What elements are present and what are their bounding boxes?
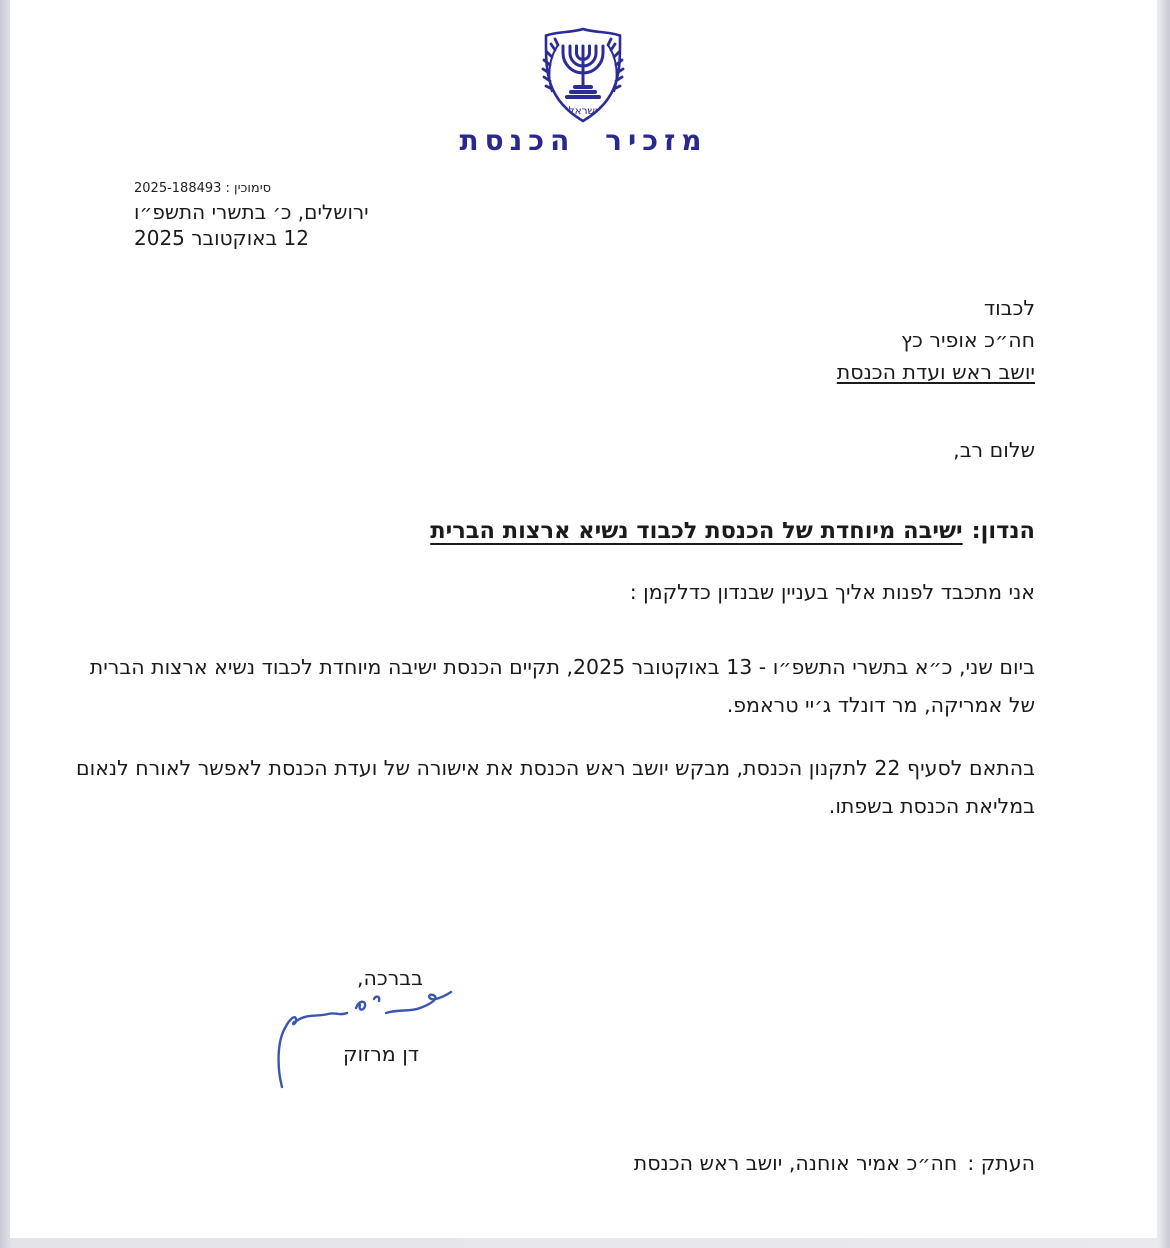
paragraph-1 xyxy=(90,648,1035,724)
signatory-name: דן מרזוק xyxy=(342,1042,419,1066)
addressee-name: חה״כ אופיר כץ xyxy=(900,328,1035,352)
reference-number: סימוכין : 2025-188493 xyxy=(134,181,272,196)
hebrew-date: ירושלים, כ׳ בתשרי התשפ״ו xyxy=(134,200,369,224)
addressee-role: יושב ראש ועדת הכנסת xyxy=(836,360,1035,384)
copy-line xyxy=(634,1151,1035,1175)
paragraph-2 xyxy=(76,749,1035,825)
emblem-caption: ישראל xyxy=(568,105,598,117)
israel-emblem-svg xyxy=(537,26,629,124)
paragraph-1-line-1: ביום שני, כ״א בתשרי התשפ״ו - 13 באוקטובר 2025, תקיים הכנסת ישיבה מיוחדת לכבוד נשיא ארצות הברית xyxy=(89,655,1035,679)
paragraph-1-line-2: של אמריקה, מר דונלד ג׳יי טראמפ. xyxy=(726,693,1035,717)
handwritten-signature xyxy=(268,986,473,1091)
addressee-honorific: לכבוד xyxy=(983,296,1035,320)
intro-line: אני מתכבד לפנות אליך בעניין שבנדון כדלקמן : xyxy=(629,580,1035,604)
addressee-block xyxy=(837,292,1035,388)
israel-state-emblem xyxy=(537,26,629,124)
copy-label: העתק : xyxy=(967,1151,1035,1175)
page-title: מזכיר הכנסת xyxy=(459,124,708,157)
subject-label: הנדון: xyxy=(971,518,1035,544)
subject-line xyxy=(430,518,1035,544)
closing-salutation: בברכה, xyxy=(356,966,424,990)
greeting: שלום רב, xyxy=(953,438,1035,462)
reference-block xyxy=(134,181,369,251)
gregorian-date: 12 באוקטובר 2025 xyxy=(134,226,309,250)
copy-text: חה״כ אמיר אוחנה, יושב ראש הכנסת xyxy=(633,1151,958,1175)
paragraph-2-line-1: בהתאם לסעיף 22 לתקנון הכנסת, מבקש יושב ראש הכנסת את אישורה של ועדת הכנסת לאפשר לאורח לנאום xyxy=(76,756,1035,780)
letter-page xyxy=(10,0,1157,1238)
subject-text: ישיבה מיוחדת של הכנסת לכבוד נשיא ארצות הברית xyxy=(430,518,963,544)
signature-stroke xyxy=(279,992,451,1087)
paragraph-2-line-2: במליאת הכנסת בשפתו. xyxy=(828,794,1035,818)
